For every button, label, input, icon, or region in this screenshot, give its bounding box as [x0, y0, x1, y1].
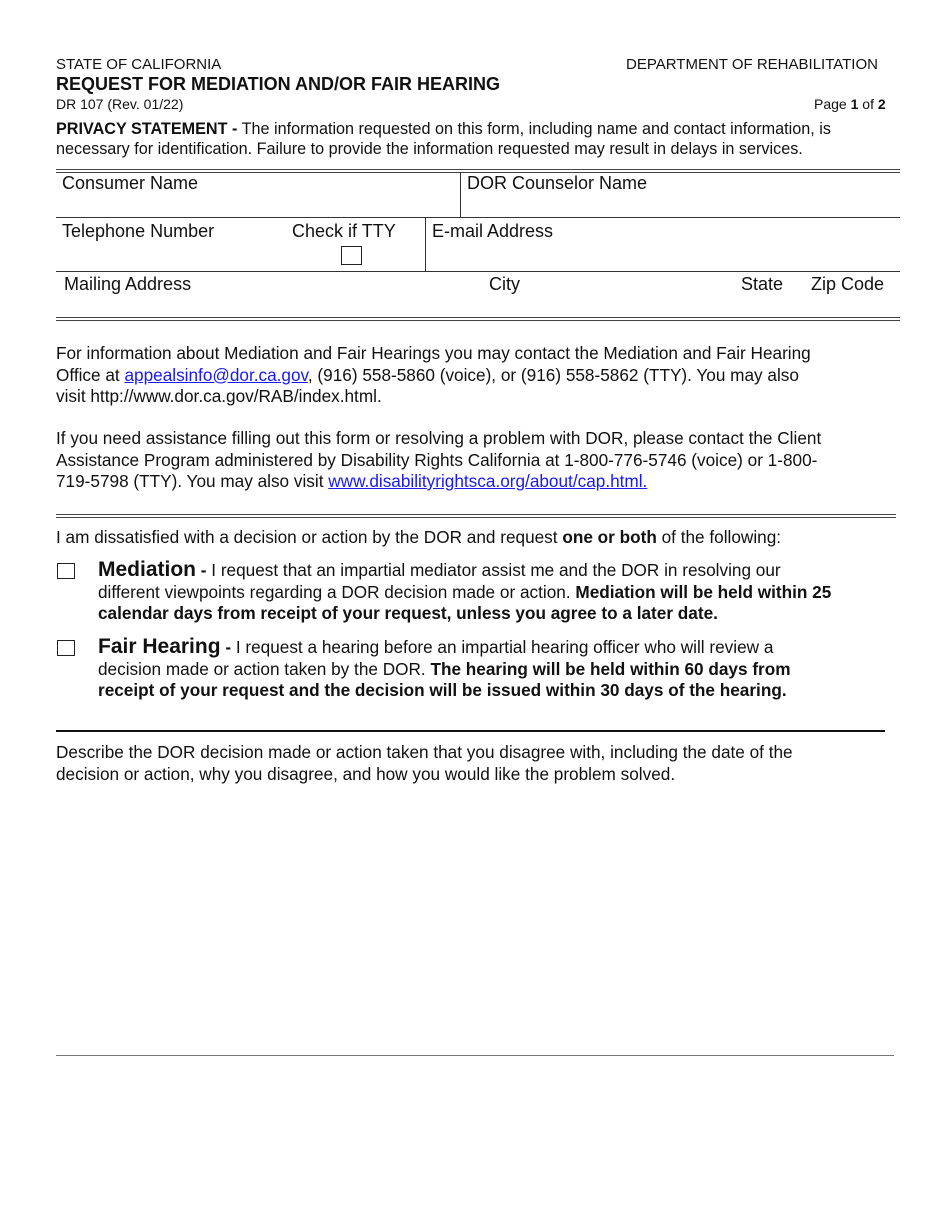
- consumer-name-label: Consumer Name: [62, 173, 199, 193]
- email-field[interactable]: [432, 246, 892, 268]
- state-field-label: State: [741, 274, 784, 294]
- tty-checkbox[interactable]: [341, 246, 362, 265]
- email-label: E-mail Address: [432, 221, 554, 241]
- privacy-statement: PRIVACY STATEMENT - The information requested on this form, including name and contact information, is necessary for identification. Failure to provide the information requested may result in delays in services.: [56, 120, 831, 158]
- table-bottom-border: [56, 317, 900, 321]
- city-field[interactable]: [489, 296, 729, 316]
- fair-hearing-title: Fair Hearing: [98, 635, 221, 658]
- col-divider-1: [460, 172, 461, 217]
- describe-instructions: Describe the DOR decision made or action taken that you disagree with, including the date of the decision or action, why you disagree, and how you would like the problem solved.: [56, 742, 793, 784]
- fair-hearing-checkbox[interactable]: [57, 640, 75, 656]
- consumer-name-field[interactable]: [62, 196, 452, 216]
- state-label: STATE OF CALIFORNIA: [56, 56, 222, 73]
- city-label: City: [489, 274, 520, 294]
- mediation-info-paragraph: For information about Mediation and Fair Hearings you may contact the Mediation and Fair Hearing Office at appealsinfo@dor.ca.gov, (916) 558-5860 (voice), or (916) 558-5862 (TTY). You may also visit http://www.dor.ca.gov/RAB/index.html.: [56, 343, 811, 406]
- row-divider-2: [56, 271, 900, 272]
- check-tty-label: Check if TTY: [292, 221, 396, 241]
- form-number: DR 107 (Rev. 01/22): [56, 96, 184, 112]
- state-field[interactable]: [741, 296, 801, 316]
- cap-website-link[interactable]: www.disabilityrightsca.org/about/cap.html.: [328, 471, 648, 491]
- col-divider-2: [425, 217, 426, 271]
- request-intro: I am dissatisfied with a decision or action by the DOR and request one or both of the following:: [56, 527, 782, 547]
- mediation-checkbox[interactable]: [57, 563, 75, 579]
- mailing-address-field[interactable]: [64, 296, 474, 316]
- counselor-name-label: DOR Counselor Name: [467, 173, 648, 193]
- form-title: REQUEST FOR MEDIATION AND/OR FAIR HEARING: [56, 74, 501, 94]
- assistance-paragraph: If you need assistance filling out this form or resolving a problem with DOR, please contact the Client Assistance Program administered by Disability Rights California at 1-800-776-5746 (voice) or 1-800- 719-5798 (TTY). You may also visit www.disabilityrightsca.org/about/cap.html.: [56, 428, 822, 491]
- mediation-title: Mediation: [98, 558, 196, 581]
- page-indicator: Page 1 of 2: [814, 96, 886, 112]
- appeals-email-link[interactable]: appealsinfo@dor.ca.gov: [124, 364, 308, 385]
- options-divider: [56, 730, 885, 732]
- fair-hearing-option: Fair Hearing - I request a hearing before an impartial hearing officer who will review a decision made or action taken by the DOR. The hearing will be held within 60 days from receipt of your request and the decision will be issued within 30 days of the hearing.: [98, 635, 791, 700]
- zip-field[interactable]: [811, 296, 891, 316]
- telephone-label: Telephone Number: [62, 221, 215, 241]
- privacy-label: PRIVACY STATEMENT -: [56, 120, 238, 138]
- mailing-address-label: Mailing Address: [64, 274, 192, 294]
- mediation-option: Mediation - I request that an impartial mediator assist me and the DOR in resolving our different viewpoints regarding a DOR decision made or action. Mediation will be held within 25 calendar days from receipt of your request, unless you agree to a later date.: [98, 558, 832, 623]
- telephone-field[interactable]: [62, 246, 282, 268]
- description-textarea[interactable]: [56, 795, 894, 1050]
- section-divider: [56, 514, 896, 518]
- department-label: DEPARTMENT OF REHABILITATION: [626, 56, 878, 73]
- zip-label: Zip Code: [811, 274, 885, 294]
- description-bottom-rule: [56, 1055, 894, 1056]
- counselor-name-field[interactable]: [467, 196, 892, 216]
- row-divider-1: [56, 217, 900, 218]
